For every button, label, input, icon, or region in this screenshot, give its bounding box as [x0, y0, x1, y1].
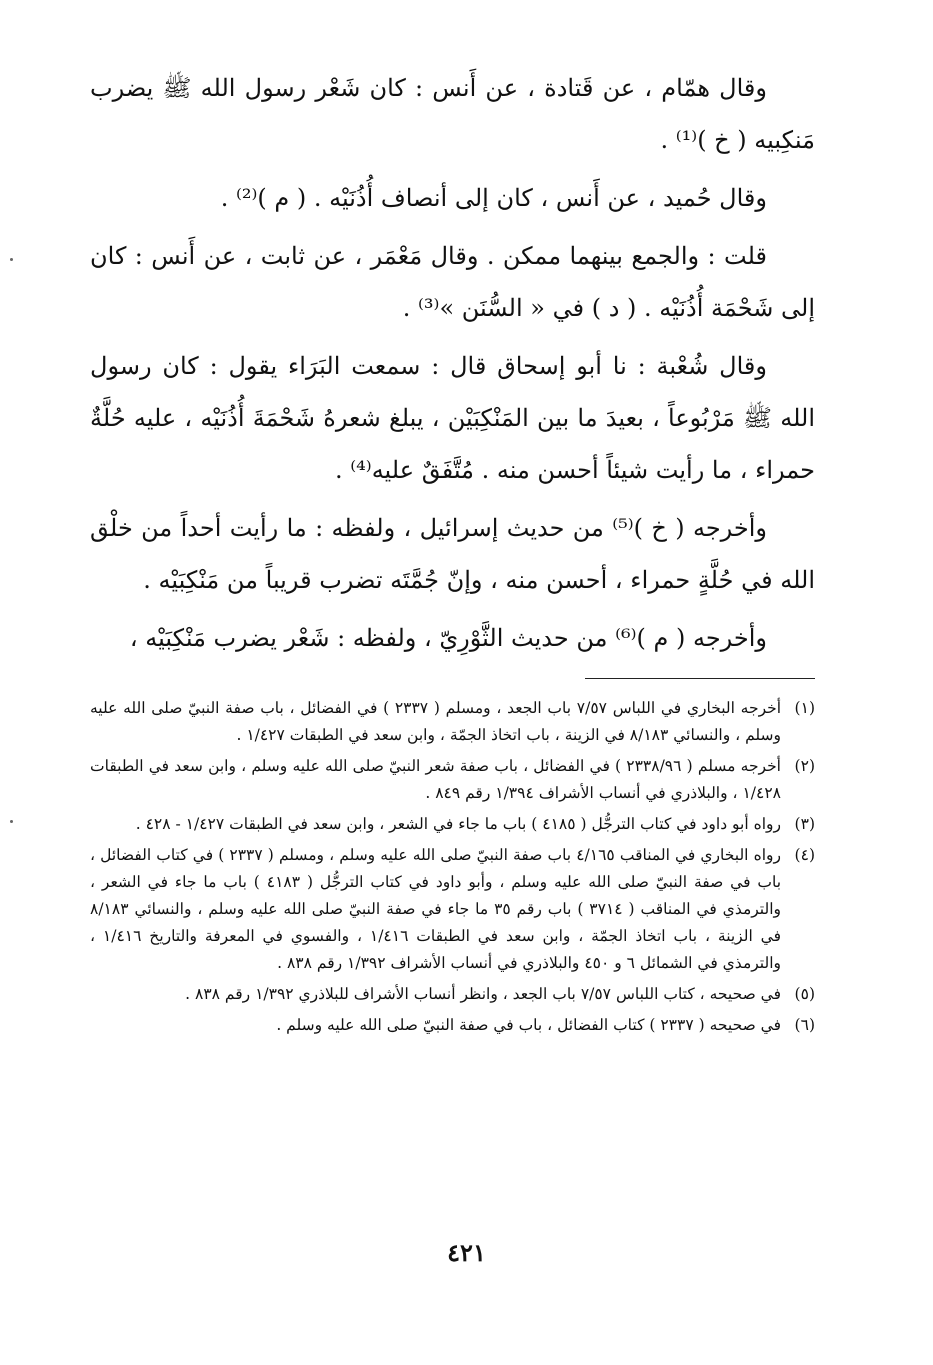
footnote-4	[90, 842, 815, 977]
footnote-text: أخرجه مسلم ( ٢٣٣٨/٩٦ ) في الفضائل ، باب صفة شعر النبيّ صلى الله عليه وسلم ، وابن سعد في الطبقات ١/٤٢٨ ، والبلاذري في أنساب الأشراف ١/٣٩٤ رقم ٨٤٩ .	[90, 757, 781, 802]
paragraph-2: وقال حُميد ، عن أَنس ، كان إلى أنصاف أُذُنَيْه . ( م )⁽²⁾ .	[220, 184, 767, 212]
margin-speck	[10, 258, 13, 261]
margin-speck	[10, 820, 13, 823]
footnote-2	[90, 753, 815, 807]
paragraph-6: وأخرجه ( م )⁽⁶⁾ من حديث الثَّوْرِيّ ، ولفظه : شَعْر يضرب مَنْكِبَيْه ،	[129, 624, 767, 652]
main-text	[90, 62, 815, 664]
footnote-number: (٣)	[794, 815, 815, 833]
footnote-text: في صحيحه ، كتاب اللباس ٧/٥٧ باب الجعد ، وانظر أنساب الأشراف للبلاذري ١/٣٩٢ رقم ٨٣٨ .	[185, 985, 781, 1003]
footnote-3	[90, 811, 815, 838]
footnote-1	[90, 695, 815, 749]
footnote-5	[90, 981, 815, 1008]
footnote-number: (٦)	[794, 1016, 815, 1034]
footnote-number: (١)	[794, 699, 815, 717]
footnote-separator	[585, 678, 815, 679]
paragraph-4: وقال شُعْبة : نا أبو إسحاق قال : سمعت البَرَاء يقول : كان رسول الله ﷺ مَرْبُوعاً ، بعيدَ ما بين المَنْكِبَيْن ، يبلغ شعرهُ شَحْمَةَ أُذُنَيْه ، عليه حُلَّةٌ حمراء ، ما رأيت شيئاً أحسن منه . مُتَّفَقٌ عليه⁽⁴⁾ .	[90, 352, 815, 484]
footnote-text: رواه البخاري في المناقب ٤/١٦٥ باب صفة النبيّ صلى الله عليه وسلم ، ومسلم ( ٢٣٣٧ ) في كتاب الفضائل ، باب في صفة النبيّ صلى الله عليه وسلم ، وأبو داود في كتاب الترجُّل ( ٤١٨٣ ) باب ما جاء في الشعر ، والترمذي في المناقب ( ٣٧١٤ ) باب رقم ٣٥ ما جاء في صفة النبيّ صلى الله عليه وسلم ، والنسائي ٨/١٨٣ في الزينة ، باب اتخاذ الجمّة ، وابن سعد في الطبقات ١/٤١٦ ، والفسوي في المعرفة والتاريخ ١/٤١٦ ، والترمذي في الشمائل ٦ و ٤٥٠ والبلاذري في أنساب الأشراف ١/٣٩٢ رقم ٨٣٨ .	[90, 846, 782, 972]
footnote-text: في صحيحه ( ٢٣٣٧ ) كتاب الفضائل ، باب في صفة النبيّ صلى الله عليه وسلم .	[276, 1016, 781, 1034]
page-body	[90, 62, 815, 1043]
paragraph-1: وقال همّام ، عن قَتادة ، عن أَنس : كان شَعْر رسول الله ﷺ يضرب مَنكِبيه ( خ )⁽¹⁾ .	[90, 74, 815, 154]
footnote-number: (٢)	[794, 757, 815, 775]
footnote-number: (٤)	[794, 846, 815, 864]
paragraph-3: قلت : والجمع بينهما ممكن . وقال مَعْمَر ، عن ثابت ، عن أَنس : كان إلى شَحْمَة أُذُنَيْه . ( د ) في « السُّنَن »⁽³⁾ .	[90, 242, 815, 322]
footnote-number: (٥)	[794, 985, 815, 1003]
footnote-text: رواه أبو داود في كتاب الترجُّل ( ٤١٨٥ ) باب ما جاء في الشعر ، وابن سعد في الطبقات ١/٤٢٧ - ٤٢٨ .	[135, 815, 781, 833]
footnote-6	[90, 1012, 815, 1039]
page-number: ٤٢١	[447, 1238, 486, 1267]
footnotes	[90, 695, 815, 1039]
footnote-text: أخرجه البخاري في اللباس ٧/٥٧ باب الجعد ، ومسلم ( ٢٣٣٧ ) في الفضائل ، باب صفة النبيّ صلى الله عليه وسلم ، والنسائي ٨/١٨٣ في الزينة ، باب اتخاذ الجمّة ، وابن سعد في الطبقات ١/٤٢٧ .	[90, 699, 782, 744]
paragraph-5: وأخرجه ( خ )⁽⁵⁾ من حديث إسرائيل ، ولفظه : ما رأيت أحداً من خلْق الله في حُلَّةٍ حمراء ، أحسن منه ، وإنّ جُمَّتَه تضرب قريباً من مَنْكِبَيْه .	[90, 514, 815, 594]
